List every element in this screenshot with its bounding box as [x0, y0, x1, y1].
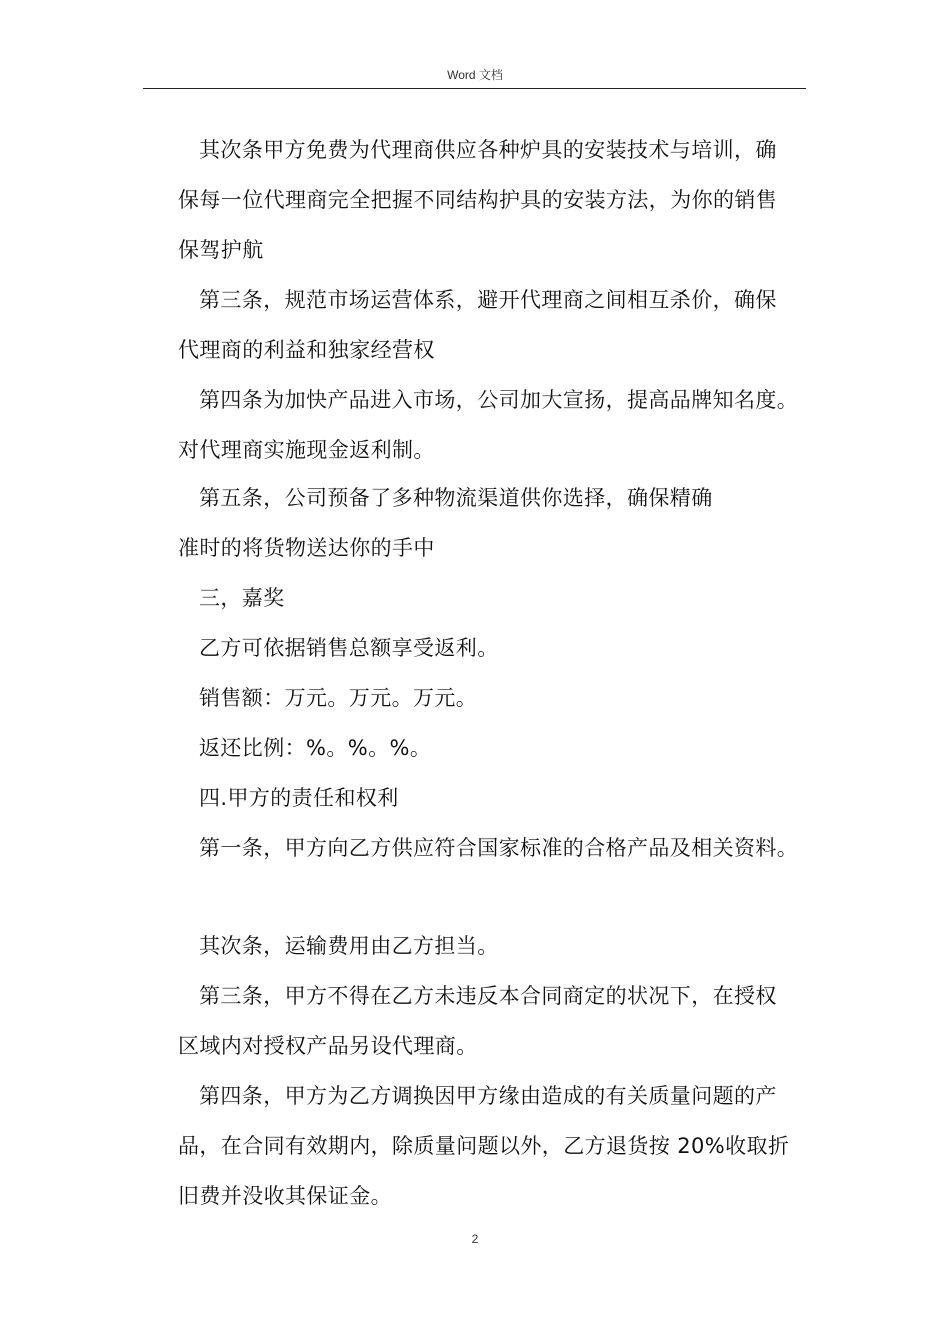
paragraph-line: 销售额：万元。万元。万元。	[199, 686, 478, 710]
paragraph-line: 其次条，运输费用由乙方担当。	[199, 934, 499, 958]
paragraph-line: 第四条，甲方为乙方调换因甲方缘由造成的有关质量问题的产	[199, 1084, 777, 1108]
paragraph-line: 第四条为加快产品进入市场，公司加大宣扬，提高品牌知名度。	[199, 388, 799, 412]
paragraph-line: 对代理商实施现金返利制。	[178, 438, 435, 462]
paragraph-line: 第五条，公司预备了多种物流渠道供你选择，确保精确	[199, 486, 713, 510]
paragraph-line: 乙方可依据销售总额享受返利。	[199, 636, 499, 660]
paragraph-line: 旧费并没收其保证金。	[178, 1184, 392, 1208]
paragraph-line: 第三条，规范市场运营体系，避开代理商之间相互杀价，确保	[199, 288, 777, 312]
paragraph-line: 第三条，甲方不得在乙方未违反本合同商定的状况下，在授权	[199, 984, 777, 1008]
paragraph-line: 保驾护航	[178, 238, 264, 262]
paragraph-line: 保每一位代理商完全把握不同结构护具的安装方法，为你的销售	[178, 188, 778, 212]
paragraph-line: 品，在合同有效期内，除质量问题以外，乙方退货按 20%收取折	[178, 1134, 790, 1158]
page-number: 2	[471, 1232, 479, 1246]
page-header: Word 文档	[447, 68, 503, 82]
header-divider	[143, 88, 806, 89]
paragraph-line: 第一条，甲方向乙方供应符合国家标准的合格产品及相关资料。	[199, 836, 799, 860]
section-heading: 四.甲方的责任和权利	[199, 786, 399, 810]
paragraph-line: 返还比例：%。%。%。	[199, 736, 432, 760]
section-heading: 三，嘉奖	[199, 586, 285, 610]
paragraph-line: 其次条甲方免费为代理商供应各种炉具的安装技术与培训，确	[199, 138, 777, 162]
paragraph-line: 代理商的利益和独家经营权	[178, 338, 435, 362]
paragraph-line: 区域内对授权产品另设代理商。	[178, 1034, 478, 1058]
paragraph-line: 准时的将货物送达你的手中	[178, 536, 435, 560]
